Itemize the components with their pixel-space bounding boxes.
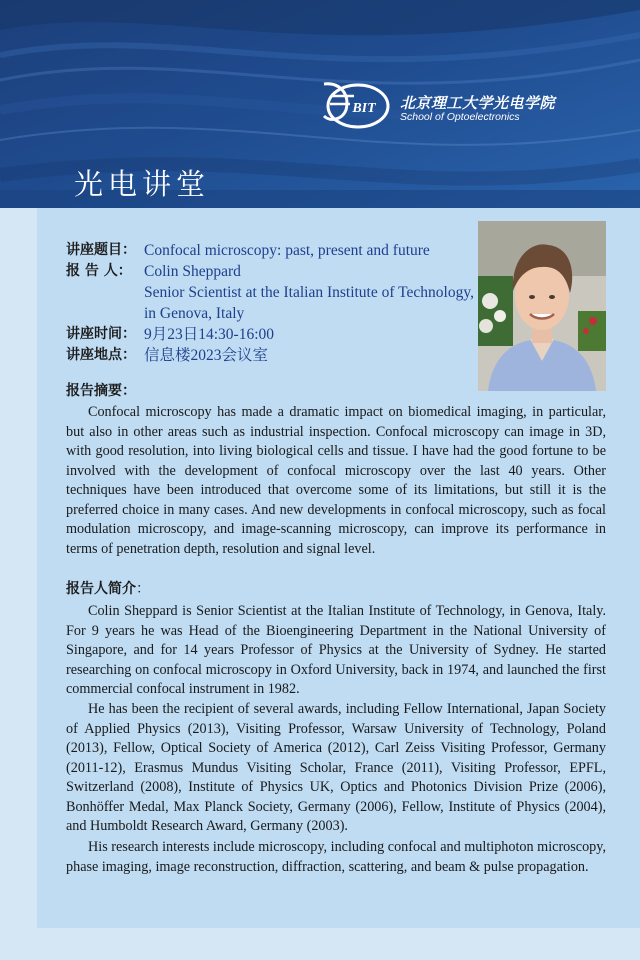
venue-row <box>66 345 476 366</box>
logo-english-name: School of Optoelectronics <box>400 111 520 123</box>
affiliation-row-2 <box>66 303 476 324</box>
topic-row <box>66 240 476 261</box>
venue-value: 信息楼2023会议室 <box>144 347 269 364</box>
bio-paragraph-1: Colin Sheppard is Senior Scientist at the Italian Institute of Technology, in Genova, Italy. For 9 years he was Head of the Bioengineering Department in the National University of Singapore, and for 14 years Professor of Physics at the University of Sydney. He started researching on confocal microscopy in Oxford University, back in 1974, and launched the first commercial confocal instrument in 1982. <box>66 603 606 697</box>
bio-heading <box>66 578 150 598</box>
bio-paragraph-3: His research interests include microscopy, including confocal and multiphoton microscopy, phase imaging, image reconstruction, diffraction, scattering, and beam & pulse propagation. <box>66 839 606 875</box>
school-logo <box>320 76 560 132</box>
time-value: 9月23日14:30-16:00 <box>144 326 275 343</box>
affiliation-row-1 <box>66 282 476 303</box>
bio-heading-text: 报告人简介 <box>66 581 136 597</box>
lecture-info <box>66 240 476 366</box>
speaker-row <box>66 261 476 282</box>
abstract-text: Confocal microscopy has made a dramatic impact on biomedical imaging, in particular, but also in other areas such as industrial inspection. Confocal microscopy can image in 3D, with good resolution, into living biological cells and tissue. I have had the good fortune to be involved with the development of confocal microscopy over the last 40 years. Other techniques have been introduced that overcome some of its limitations, but still it is the preferred choice in many cases. And new developments in confocal microscopy, such as focal modulation microscopy, and image-scanning microscopy, can improve its performance in terms of penetration depth, resolution and signal level. <box>66 404 606 557</box>
topic-value: Confocal microscopy: past, present and future <box>144 242 430 259</box>
header-banner <box>0 0 640 208</box>
bio-heading-tail: ： <box>136 581 150 597</box>
time-label: 讲座时间： <box>66 326 136 342</box>
logo-chinese-name: 北京理工大学光电学院 <box>400 94 556 112</box>
topic-label: 讲座题目： <box>66 242 136 258</box>
affiliation-line-2: in Genova, Italy <box>144 305 245 322</box>
venue-label: 讲座地点： <box>66 347 136 363</box>
affiliation-line-1: Senior Scientist at the Italian Institute of Technology, <box>144 284 474 301</box>
speaker-label: 报 告 人： <box>66 263 132 279</box>
speaker-photo <box>478 221 606 391</box>
logo-emblem-text: BIT <box>352 101 376 116</box>
time-row <box>66 324 476 345</box>
abstract-heading: 报告摘要： <box>66 383 136 399</box>
page-title: 光电讲堂 <box>74 167 211 201</box>
bio-paragraph-2: He has been the recipient of several awards, including Fellow International, Japan Society of Applied Physics (2013), Visiting Professor, Warsaw University of Technology, Poland (2013), Fellow, Optical Society of America (2012), Carl Zeiss Visiting Professor, Germany (2011-12), Erasmus Mundus Visiting Scholar, France (2011), Visiting Professor, EPFL, Switzerland (2008), Institute of Physics UK, Optics and Photonics Division Prize (2006), Bonhöffer Medal, Max Planck Society, Germany (2006), Fellow, Institute of Physics (2004), and Humboldt Research Award, Germany (2003). <box>66 701 606 834</box>
speaker-value: Colin Sheppard <box>144 263 241 280</box>
bit-emblem-icon <box>320 76 392 132</box>
